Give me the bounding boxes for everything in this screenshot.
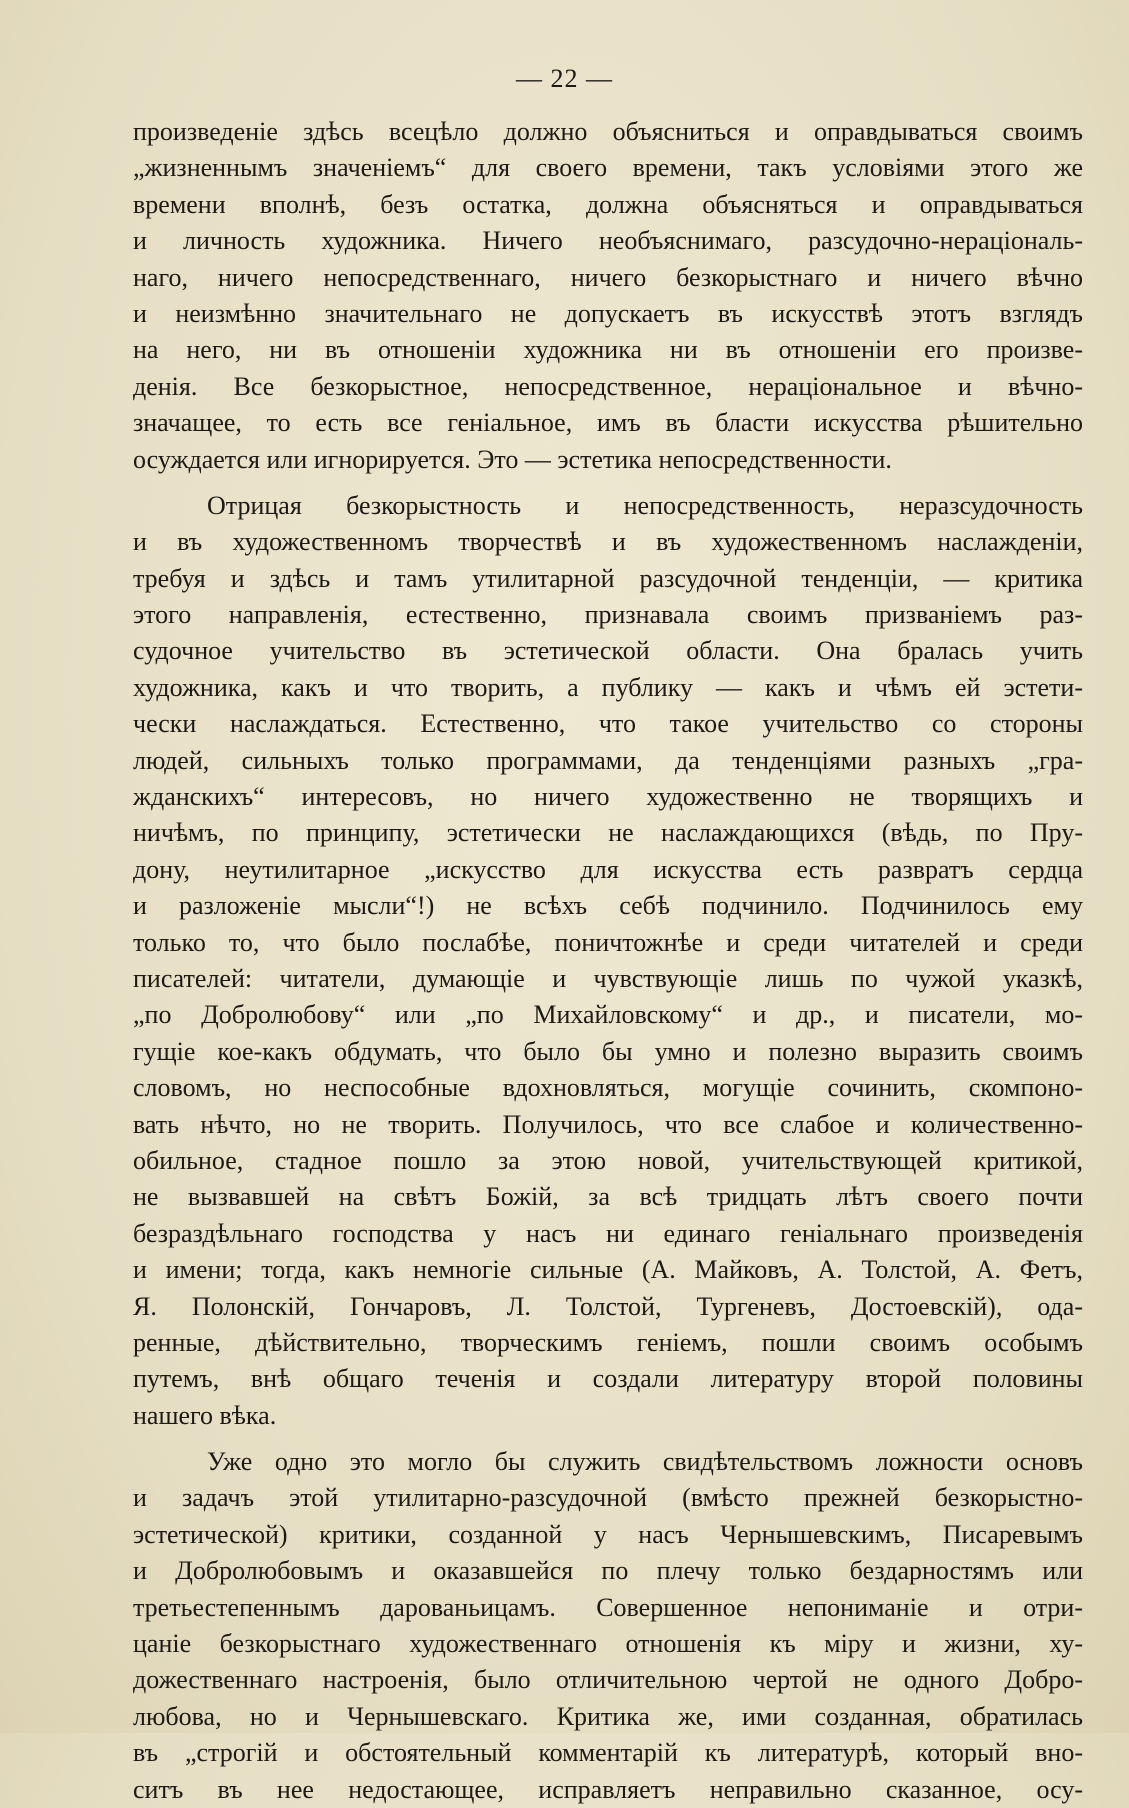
- text-line: ничѣмъ, по принципу, эстетически не наслаждающихся (вѣдь, по Пру-: [133, 818, 1083, 848]
- text-line: и задачъ этой утилитарно-разсудочной (вмѣсто прежней безкорыстно-: [133, 1483, 1083, 1513]
- text-line: и имени; тогда, какъ немногіе сильные (А. Майковъ, А. Толстой, А. Фетъ,: [133, 1255, 1083, 1285]
- text-line: жданскихъ“ интересовъ, но ничего художественно не творящихъ и: [133, 782, 1083, 812]
- text-line: людей, сильныхъ только программами, да тенденціями разныхъ „гра-: [133, 745, 1083, 775]
- text-line: значащее, то есть все геніальное, имъ въ бласти искусства рѣшительно: [133, 408, 1083, 438]
- text-line: цаніе безкорыстнаго художественнаго отношенія къ міру и жизни, ху-: [133, 1629, 1083, 1659]
- text-line: чески наслаждаться. Естественно, что такое учительство со стороны: [133, 709, 1083, 739]
- text-line: судочное учительство въ эстетической области. Она бралась учить: [133, 636, 1083, 666]
- paragraph-gap: [133, 1434, 1083, 1444]
- text-line: обильное, стадное пошло за этою новой, учительствующей критикой,: [133, 1145, 1083, 1175]
- text-line: въ „строгій и обстоятельный комментарій къ литературѣ, который вно-: [133, 1738, 1083, 1768]
- text-line: писателей: читатели, думающіе и чувствующіе лишь по чужой указкѣ,: [133, 963, 1083, 993]
- text-line: дожественнаго настроенія, было отличительною чертой не одного Добро-: [133, 1665, 1083, 1695]
- text-line: и разложеніе мысли“!) не всѣхъ себѣ подчинило. Подчинилось ему: [133, 891, 1083, 921]
- text-line: произведеніе здѣсь всецѣло должно объясниться и оправдываться своимъ: [133, 117, 1083, 146]
- text-line: словомъ, но неспособные вдохновляться, могущіе сочинить, скомпоно-: [133, 1073, 1083, 1103]
- page-number: — 22 —: [516, 64, 613, 93]
- text-line: этого направленія, естественно, признавала своимъ призваніемъ раз-: [133, 600, 1083, 630]
- body-text: [133, 114, 1083, 1808]
- text-line: „жизненнымъ значеніемъ“ для своего времени, такъ условіями этого же: [133, 153, 1083, 183]
- text-line: времени вполнѣ, безъ остатка, должна объясняться и оправдываться: [133, 189, 1083, 219]
- text-line: гущіе кое-какъ обдумать, что было бы умно и полезно выразить своимъ: [133, 1036, 1083, 1066]
- text-line: на него, ни въ отношеніи художника ни въ отношеніи его произве-: [133, 335, 1083, 365]
- text-line: только то, что было послабѣе, поничтожнѣе и среди читателей и среди: [133, 927, 1083, 957]
- text-line: третьестепеннымъ дарованьицамъ. Совершенное непониманіе и отри-: [133, 1592, 1083, 1622]
- text-line: ренные, дѣйствительно, творческимъ геніемъ, пошли своимъ особымъ: [133, 1327, 1083, 1357]
- text-line: нашего вѣка.: [133, 1400, 277, 1430]
- text-line: Уже одно это могло бы служить свидѣтельствомъ ложности основъ: [207, 1447, 1083, 1477]
- text-line: эстетической) критики, созданной у насъ Чернышевскимъ, Писаревымъ: [133, 1519, 1083, 1549]
- text-line: и личность художника. Ничего необъяснимаго, разсудочно-нераціональ-: [133, 226, 1083, 256]
- text-line: наго, ничего непосредственнаго, ничего безкорыстнаго и ничего вѣчно: [133, 262, 1083, 292]
- text-line: осуждается или игнорируется. Это — эстетика непосредственности.: [133, 444, 892, 474]
- text-line: вать нѣчто, но не творить. Получилось, что все слабое и количественно-: [133, 1109, 1083, 1139]
- text-line: требуя и здѣсь и тамъ утилитарной разсудочной тенденціи, — критика: [133, 563, 1083, 593]
- text-line: Отрицая безкорыстность и непосредственность, неразсудочность: [207, 490, 1083, 520]
- text-line: и Добролюбовымъ и оказавшейся по плечу только бездарностямъ или: [133, 1556, 1083, 1586]
- text-line: не вызвавшей на свѣтъ Божій, за всѣ тридцать лѣтъ своего почти: [133, 1182, 1083, 1212]
- text-line: художника, какъ и что творить, а публику — какъ и чѣмъ ей эстети-: [133, 672, 1083, 702]
- text-line: ситъ въ нее недостающее, исправляетъ неправильно сказанное, осу-: [133, 1774, 1083, 1804]
- text-line: дону, неутилитарное „искусство для искусства есть развратъ сердца: [133, 854, 1083, 884]
- text-line: денія. Все безкорыстное, непосредственное, нераціональное и вѣчно-: [133, 371, 1083, 401]
- text-line: и въ художественномъ творчествѣ и въ художественномъ наслажденіи,: [133, 527, 1083, 557]
- text-line: путемъ, внѣ общаго теченія и создали литературу второй половины: [133, 1364, 1083, 1394]
- text-line: и неизмѣнно значительнаго не допускаетъ въ искусствѣ этотъ взглядъ: [133, 298, 1083, 328]
- paragraph-gap: [133, 478, 1083, 488]
- text-line: „по Добролюбову“ или „по Михайловскому“ и др., и писатели, мо-: [133, 1000, 1083, 1030]
- text-line: безраздѣльнаго господства у насъ ни единаго геніальнаго произведенія: [133, 1218, 1083, 1248]
- text-line: Я. Полонскій, Гончаровъ, Л. Толстой, Тургеневъ, Достоевскій), ода-: [133, 1291, 1083, 1321]
- text-line: любова, но и Чернышевскаго. Критика же, ими созданная, обратилась: [133, 1701, 1083, 1731]
